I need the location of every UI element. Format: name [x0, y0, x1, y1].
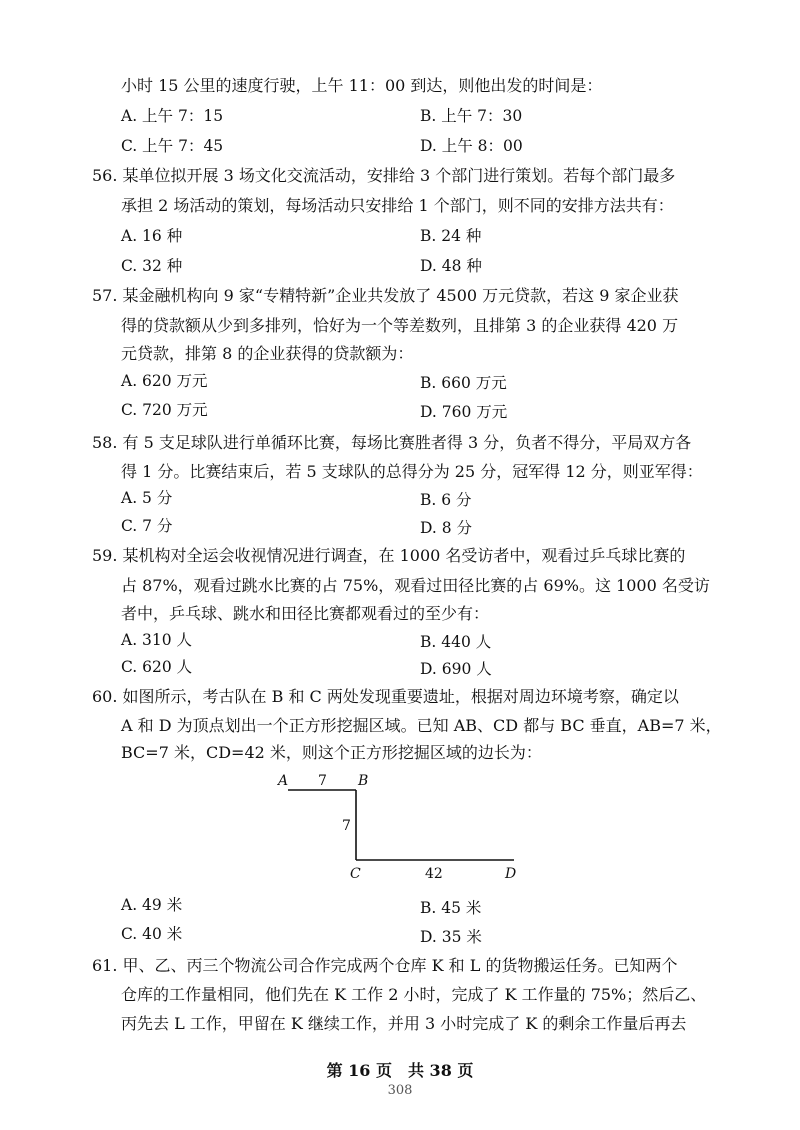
q57-option-b: B. 660 万元 [420, 374, 507, 392]
q55-option-d: D. 上午 8：00 [420, 137, 523, 155]
q55-option-a: A. 上午 7：15 [121, 107, 224, 125]
q57-option-c: C. 720 万元 [121, 401, 208, 419]
q56-text-line: 56. 某单位拟开展 3 场文化交流活动，安排给 3 个部门进行策划。若每个部门最多 [92, 166, 676, 185]
q55-text-line: 小时 15 公里的速度行驶，上午 11：00 到达，则他出发的时间是： [121, 76, 603, 95]
q57-text-line: 57. 某金融机构向 9 家“专精特新”企业共发放了 4500 万元贷款，若这 9 家企业获 [92, 286, 679, 305]
point-a-label: A [278, 773, 289, 789]
q58-option-d: D. 8 分 [420, 519, 473, 537]
q56-option-d: D. 48 种 [420, 257, 482, 275]
point-d-label: D [505, 866, 517, 882]
q59-option-d: D. 690 人 [420, 660, 492, 678]
q58-option-c: C. 7 分 [121, 517, 173, 535]
q59-text-line: 59. 某机构对全运会收视情况进行调查，在 1000 名受访者中，观看过乒乓球比赛的 [92, 546, 686, 565]
q60-option-b: B. 45 米 [420, 899, 482, 917]
q56-option-a: A. 16 种 [121, 227, 183, 245]
q59-option-a: A. 310 人 [121, 631, 193, 649]
q59-option-b: B. 440 人 [420, 633, 492, 651]
q55-option-b: B. 上午 7：30 [420, 107, 523, 125]
square-excavation-diagram [270, 770, 530, 890]
page-indicator: 第 16 页 共 38 页 [326, 1061, 474, 1080]
length-bc-label: 7 [342, 818, 351, 834]
q61-text-line: 丙先去 L 工作，甲留在 K 继续工作，并用 3 小时完成了 K 的剩余工作量后再去 [121, 1014, 687, 1033]
q58-option-b: B. 6 分 [420, 491, 472, 509]
q56-text-line: 承担 2 场活动的策划，每场活动只安排给 1 个部门，则不同的安排方法共有： [121, 196, 674, 215]
q60-option-c: C. 40 米 [121, 925, 183, 943]
q60-option-d: D. 35 米 [420, 928, 482, 946]
q55-option-c: C. 上午 7：45 [121, 137, 224, 155]
q60-text-line: A 和 D 为顶点划出一个正方形挖掘区域。已知 AB、CD 都与 BC 垂直，AB=7 米， [121, 716, 722, 735]
q56-option-b: B. 24 种 [420, 227, 482, 245]
q57-option-a: A. 620 万元 [121, 372, 208, 390]
q59-option-c: C. 620 人 [121, 658, 193, 676]
q58-option-a: A. 5 分 [121, 489, 173, 507]
page-serial-number: 308 [387, 1083, 413, 1098]
q58-text-line: 58. 有 5 支足球队进行单循环比赛，每场比赛胜者得 3 分，负者不得分，平局双方各 [92, 433, 692, 452]
q57-text-line: 得的贷款额从少到多排列，恰好为一个等差数列，且排第 3 的企业获得 420 万 [121, 316, 679, 335]
q57-option-d: D. 760 万元 [420, 403, 508, 421]
q61-text-line: 仓库的工作量相同，他们先在 K 工作 2 小时，完成了 K 工作量的 75%；然后乙、 [121, 985, 707, 1004]
q58-text-line: 得 1 分。比赛结束后，若 5 支球队的总得分为 25 分，冠军得 12 分，则亚军得： [121, 462, 703, 481]
point-c-label: C [350, 866, 361, 882]
length-cd-label: 42 [425, 866, 443, 882]
length-ab-label: 7 [318, 773, 327, 789]
point-b-label: B [358, 773, 369, 789]
q60-text-line: BC=7 米，CD=42 米，则这个正方形挖掘区域的边长为： [121, 743, 542, 762]
q60-option-a: A. 49 米 [121, 896, 183, 914]
q57-text-line: 元贷款，排第 8 的企业获得的贷款额为： [121, 344, 414, 363]
q56-option-c: C. 32 种 [121, 257, 183, 275]
q59-text-line: 占 87%，观看过跳水比赛的占 75%，观看过田径比赛的占 69%。这 1000 名受访 [121, 576, 710, 595]
q61-text-line: 61. 甲、乙、丙三个物流公司合作完成两个仓库 K 和 L 的货物搬运任务。已知两个 [92, 956, 678, 975]
q59-text-line: 者中，乒乓球、跳水和田径比赛都观看过的至少有： [121, 604, 490, 623]
q60-text-line: 60. 如图所示，考古队在 B 和 C 两处发现重要遗址，根据对周边环境考察，确定以 [92, 687, 679, 706]
